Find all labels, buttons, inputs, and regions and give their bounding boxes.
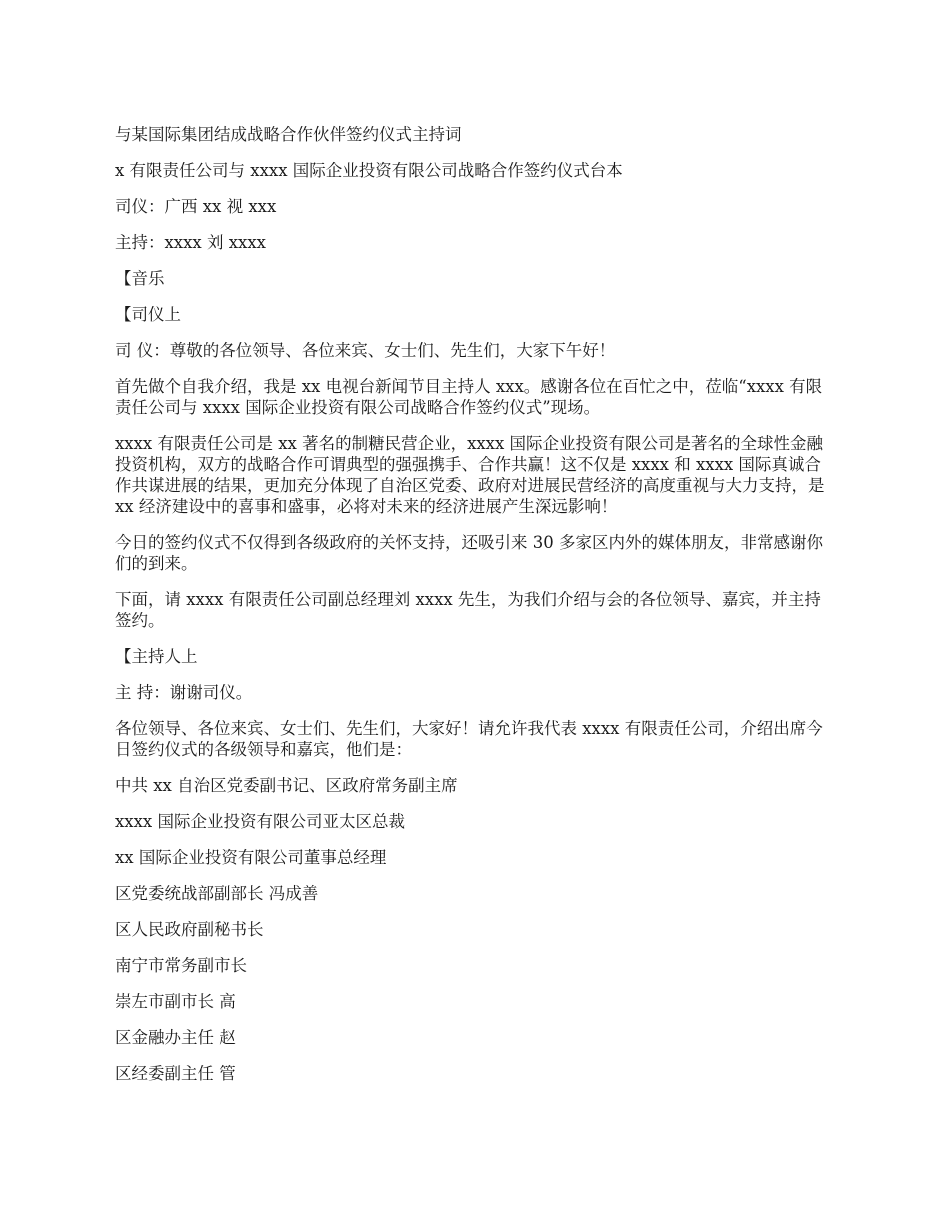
emcee-line: 司仪：广西 xx 视 xxx (115, 197, 277, 216)
emcee-introduction: 首先做个自我介绍，我是 xx 电视台新闻节目主持人 xxx。感谢各位在百忙之中，莅临“xxxx 有限责任公司与 xxxx 国际企业投资有限公司战略合作签约仪式”现场。 (115, 377, 823, 417)
media-thanks-paragraph: 今日的签约仪式不仅得到各级政府的关怀支持，还吸引来 30 多家区内外的媒体朋友，非常感谢你们的到来。 (115, 533, 823, 573)
document-body (115, 124, 835, 1099)
document-subtitle: x 有限责任公司与 xxxx 国际企业投资有限公司战略合作签约仪式台本 (115, 161, 623, 180)
stage-direction-music: 【音乐 (115, 269, 165, 288)
guest-list-item: 区金融办主任 赵 (115, 1028, 236, 1047)
guest-list-item: xxxx 国际企业投资有限公司亚太区总裁 (115, 812, 405, 831)
host-greeting: 各位领导、各位来宾、女士们、先生们，大家好！请允许我代表 xxxx 有限责任公司，介绍出席今日签约仪式的各级领导和嘉宾，他们是： (115, 719, 823, 759)
companies-paragraph: xxxx 有限责任公司是 xx 著名的制糖民营企业，xxxx 国际企业投资有限公司是著名的全球性金融投资机构，双方的战略合作可谓典型的强强携手、合作共赢！这不仅是 xxxx 和 xxxx 国际真诚合作共谋进展的结果，更加充分体现了自治区党委、政府对进展民营经济的高度重视与大力支持，是 xx 经济建设中的喜事和盛事，必将对未来的经济进展产生深远影响！ (115, 434, 825, 516)
host-line: 主持：xxxx 刘 xxxx (115, 233, 266, 252)
guest-list-item: 区党委统战部副部长 冯成善 (115, 884, 319, 903)
document-title: 与某国际集团结成战略合作伙伴签约仪式主持词 (115, 125, 462, 144)
host-thanks: 主 持：谢谢司仪。 (115, 683, 253, 702)
emcee-greeting: 司 仪：尊敬的各位领导、各位来宾、女士们、先生们，大家下午好！ (115, 341, 616, 360)
stage-direction-host: 【主持人上 (115, 647, 198, 666)
guest-list-item: 南宁市常务副市长 (115, 956, 247, 975)
handover-paragraph: 下面，请 xxxx 有限责任公司副总经理刘 xxxx 先生，为我们介绍与会的各位领导、嘉宾，并主持签约。 (115, 590, 821, 630)
stage-direction-emcee: 【司仪上 (115, 305, 181, 324)
guest-list-item: 中共 xx 自治区党委副书记、区政府常务副主席 (115, 776, 458, 795)
guest-list-item: 区人民政府副秘书长 (115, 920, 264, 939)
guest-list-item: xx 国际企业投资有限公司董事总经理 (115, 848, 387, 867)
guest-list-item: 区经委副主任 管 (115, 1064, 236, 1083)
guest-list-item: 崇左市副市长 高 (115, 992, 236, 1011)
